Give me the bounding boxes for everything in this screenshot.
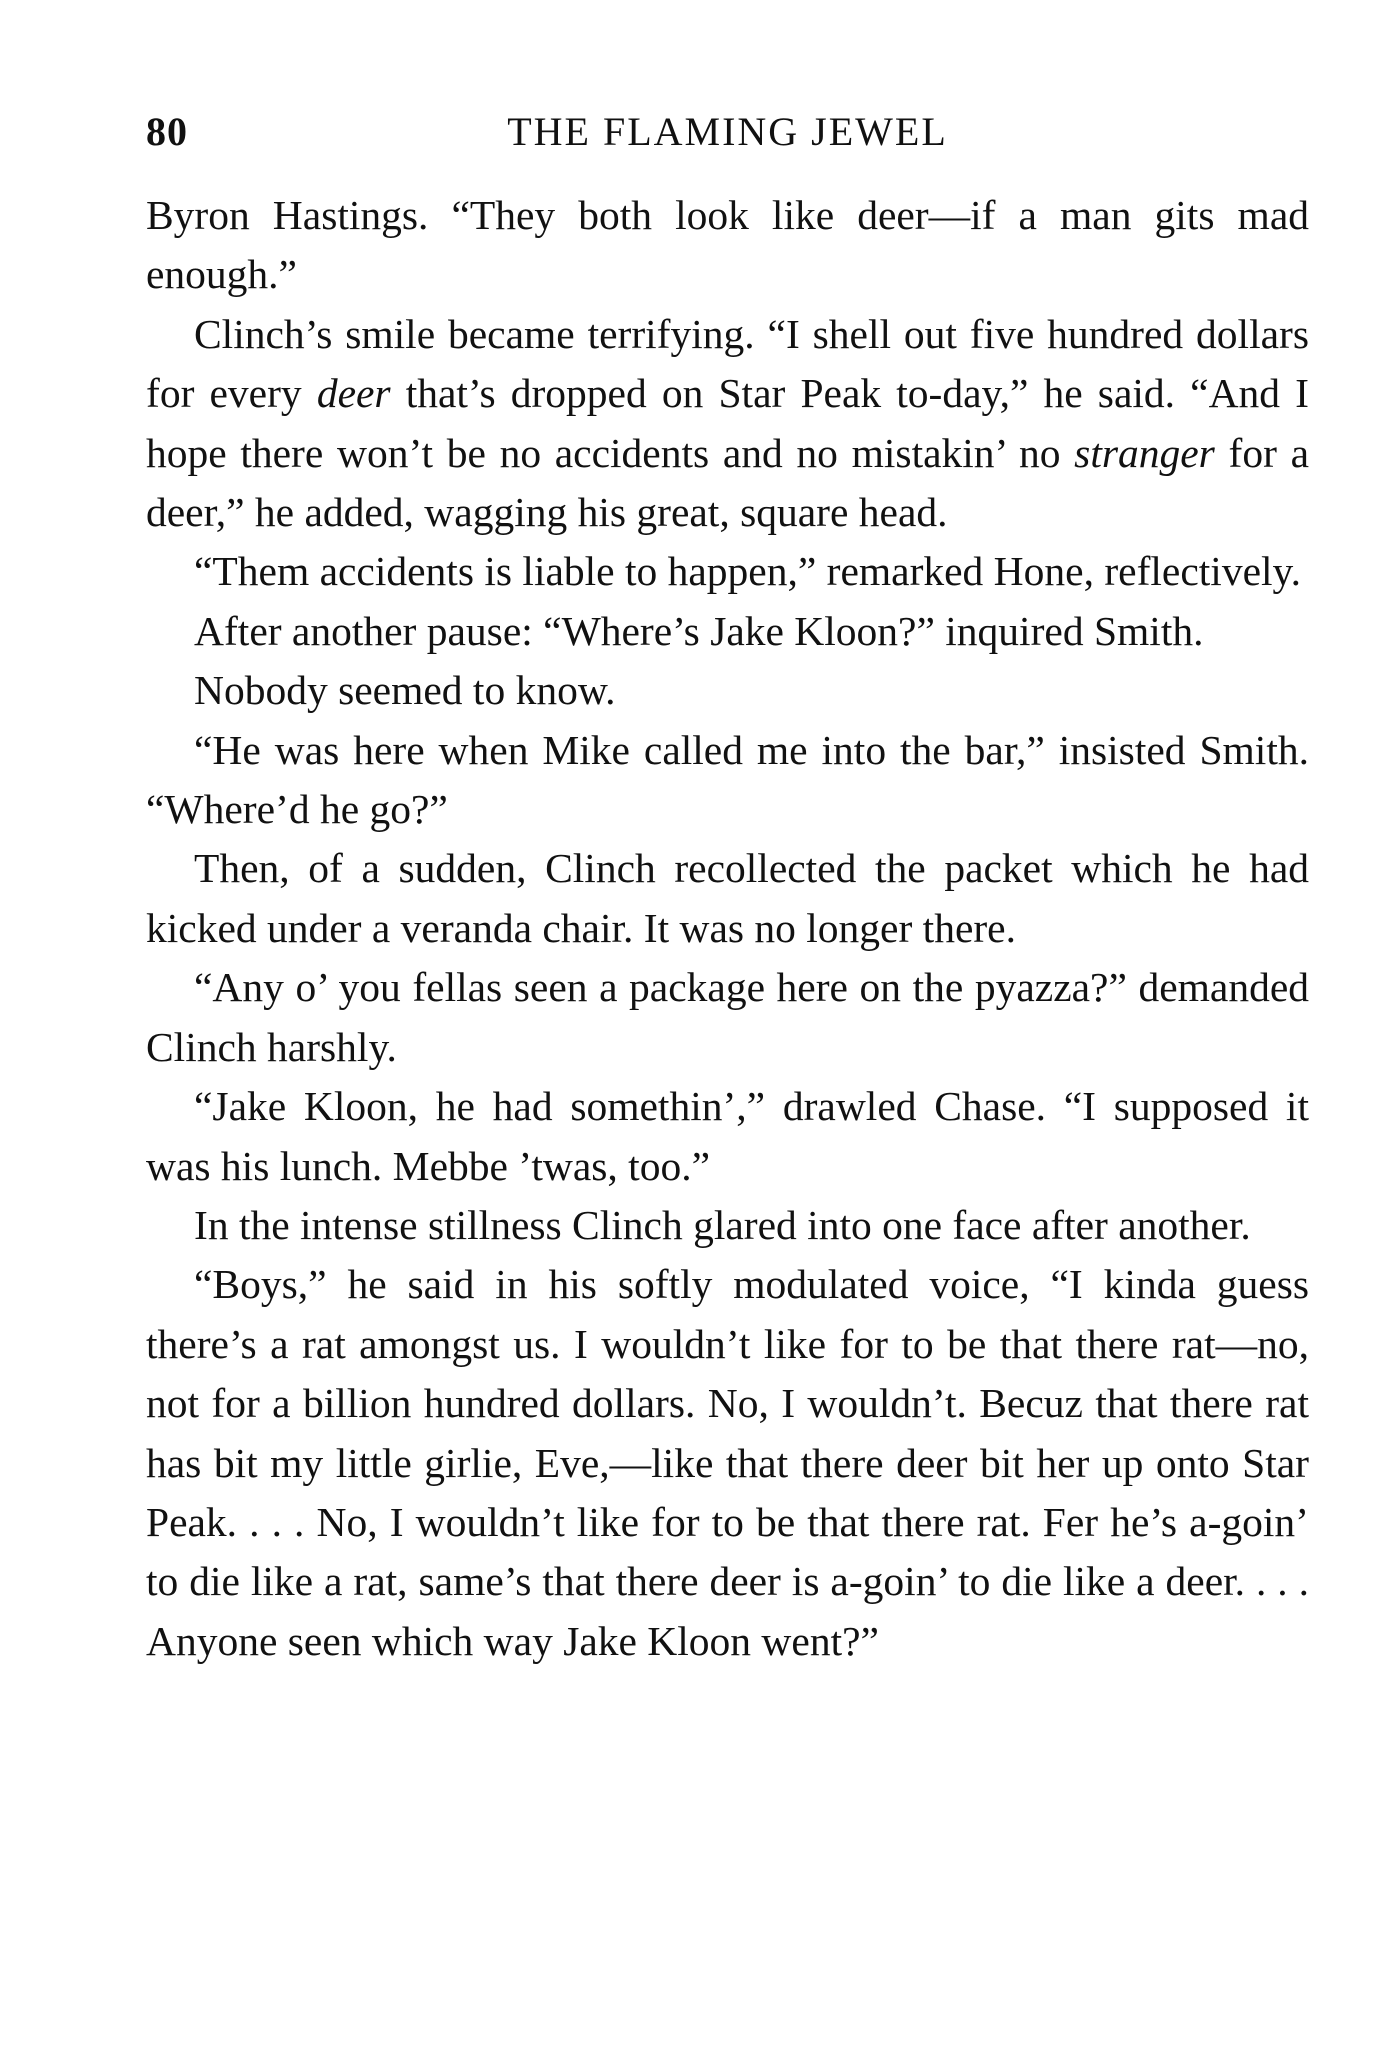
paragraph bbox=[146, 542, 1309, 601]
text-run: Clinch’s smile became terrifying. “I shell out five hundred dollars for every bbox=[146, 310, 1309, 417]
paragraph bbox=[146, 1255, 1309, 1671]
text-run: In the intense stillness Clinch glared into one face after another. bbox=[194, 1201, 1251, 1248]
paragraph bbox=[146, 1077, 1309, 1196]
paragraph bbox=[146, 721, 1309, 840]
body-text bbox=[146, 186, 1309, 1671]
italic-word: deer bbox=[316, 370, 391, 417]
paragraph bbox=[146, 602, 1309, 661]
italic-word: stranger bbox=[1074, 429, 1215, 476]
paragraph bbox=[146, 839, 1309, 958]
running-head bbox=[146, 108, 1309, 164]
paragraph bbox=[146, 186, 1309, 305]
paragraph bbox=[146, 305, 1309, 543]
paragraph bbox=[146, 661, 1309, 720]
paragraph bbox=[146, 958, 1309, 1077]
text-run: for a deer,” he added, wagging his great, square head. bbox=[146, 429, 1310, 536]
text-run: After another pause: “Where’s Jake Kloon?” inquired Smith. bbox=[194, 607, 1204, 654]
text-run: “Them accidents is liable to happen,” remarked Hone, reflectively. bbox=[194, 548, 1301, 595]
text-run: Then, of a sudden, Clinch recollected the packet which he had kicked under a veranda chair. It was no longer there. bbox=[146, 845, 1309, 951]
running-title: THE FLAMING JEWEL bbox=[507, 109, 948, 154]
text-run: “Any o’ you fellas seen a package here on the pyazza?” demanded Clinch harshly. bbox=[146, 964, 1309, 1070]
paragraph bbox=[146, 1196, 1309, 1255]
text-run: that’s dropped on Star Peak to-day,” he said. “And I hope there won’t be no accidents and no mistakin’ no bbox=[146, 370, 1309, 476]
page-number: 80 bbox=[146, 109, 188, 154]
text-run: Nobody seemed to know. bbox=[194, 667, 616, 714]
text-run: Byron Hastings. “They both look like deer—if a man gits mad enough.” bbox=[146, 192, 1309, 298]
text-run: “Jake Kloon, he had somethin’,” drawled Chase. “I supposed it was his lunch. Mebbe ’twas, too.” bbox=[146, 1083, 1309, 1189]
text-run: “Boys,” he said in his softly modulated voice, “I kinda guess there’s a rat amongst us. I wouldn’t like for to be that there rat—no, not for a billion hundred dollars. No, I wouldn’t. Becuz that there rat has bit my little girlie, Eve,—like that there deer bit her up onto Star Peak. . . . No, I wouldn’t like for to be that there rat. Fer he’s a-goin’ to die like a rat, same’s that there deer is a-goin’ to die like a deer. . . . Anyone seen which way Jake Kloon went?” bbox=[146, 1261, 1309, 1664]
text-run: “He was here when Mike called me into the bar,” insisted Smith. “Where’d he go?” bbox=[146, 726, 1309, 833]
